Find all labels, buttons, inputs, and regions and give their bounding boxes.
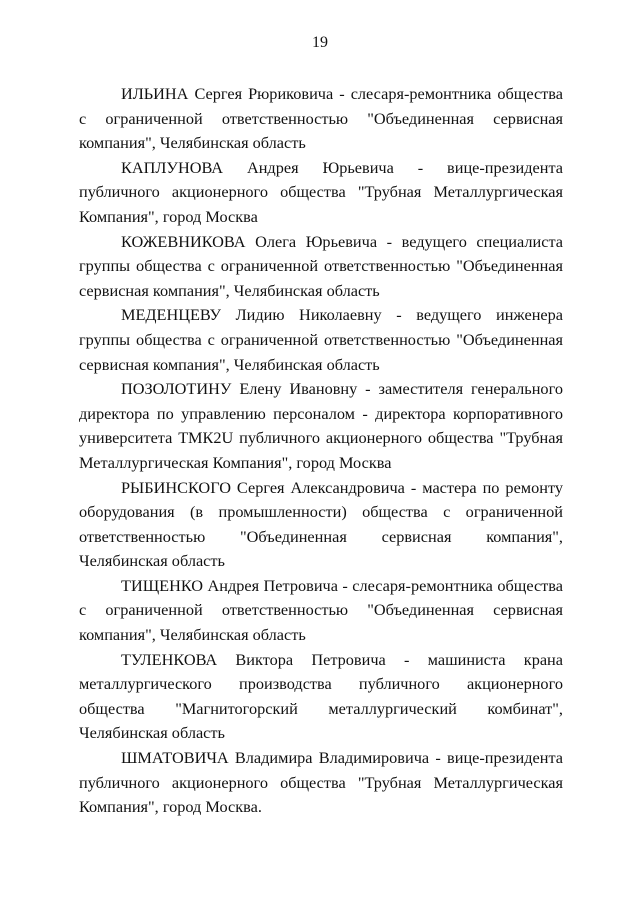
award-entry-kaplunov: КАПЛУНОВА Андрея Юрьевича - вице-президента публичного акционерного общества "Трубная Металлургическая Компания", город Москва: [79, 157, 563, 226]
award-list: [79, 82, 563, 820]
award-entry-ilyin: ИЛЬИНА Сергея Рюриковича - слесаря-ремонтника общества с ограниченной ответственностью "Объединенная сервисная компания", Челябинская область: [79, 84, 563, 153]
page-number: 19: [312, 34, 328, 51]
award-entry-shmatovich: ШМАТОВИЧА Владимира Владимировича - вице-президента публичного акционерного общества "Трубная Металлургическая Компания", город Москва.: [79, 748, 563, 817]
award-entry-tishchenko: ТИЩЕНКО Андрея Петровича - слесаря-ремонтника общества с ограниченной ответственностью "Объединенная сервисная компания", Челябинская область: [79, 575, 563, 645]
award-entry-pozolotina: ПОЗОЛОТИНУ Елену Ивановну - заместителя генерального директора по управлению персоналом - директора корпоративного университета ТМК2U публичного акционерного общества "Трубная Металлургическая Компания", город Москва: [79, 379, 563, 472]
award-entry-rybinsky: РЫБИНСКОГО Сергея Александровича - мастера по ремонту оборудования (в промышленности) общества с ограниченной ответственностью "Объединенная сервисная компания", Челябинская область: [79, 477, 563, 571]
award-entry-kozhevnikov: КОЖЕВНИКОВА Олега Юрьевича - ведущего специалиста группы общества с ограниченной ответственностью "Объединенная сервисная компания", Челябинская область: [79, 231, 563, 300]
award-entry-medentseva: МЕДЕНЦЕВУ Лидию Николаевну - ведущего инженера группы общества с ограниченной ответственностью "Объединенная сервисная компания", Челябинская область: [79, 305, 563, 374]
award-entry-tulenkov: ТУЛЕНКОВА Виктора Петровича - машиниста крана металлургического производства публичного акционерного общества "Магнитогорский металлургический комбинат", Челябинская область: [79, 649, 563, 743]
